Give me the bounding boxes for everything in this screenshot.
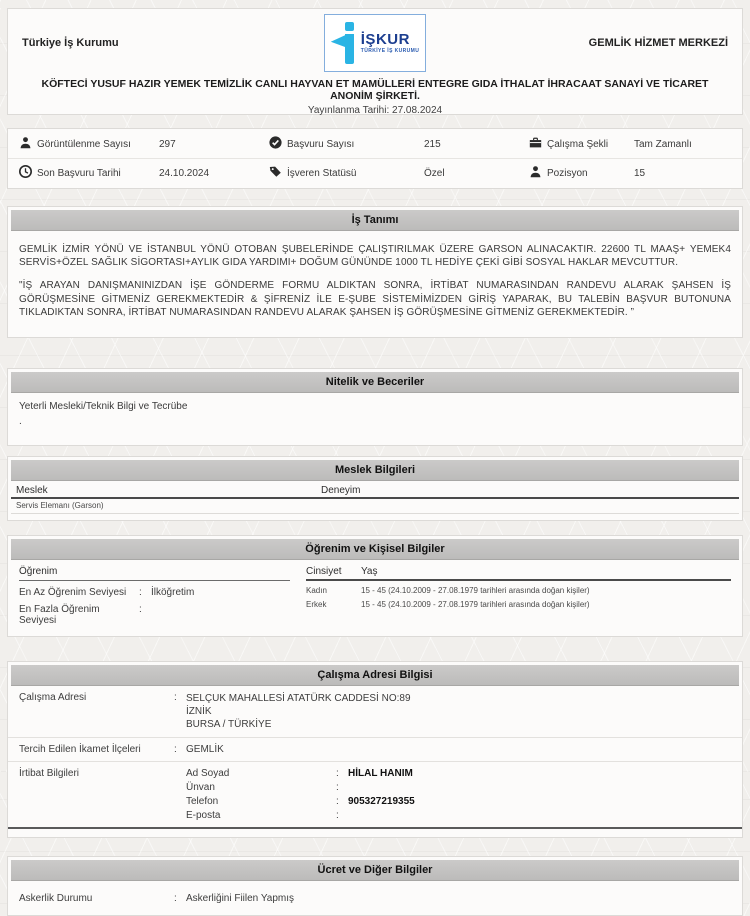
education-left-column: [19, 566, 306, 626]
contact-email-value: [348, 810, 731, 821]
occupation-table: [11, 483, 739, 514]
summary-label-worktype: Çalışma Şekli: [529, 136, 634, 152]
work-address-row: [8, 686, 742, 738]
qualifications-section: [7, 368, 743, 446]
gender-cell: Kadın: [306, 585, 327, 595]
job-description-body: [8, 231, 742, 337]
qualifications-body: [8, 393, 742, 437]
table-row: [11, 499, 739, 514]
contact-info-fields: [186, 768, 731, 821]
occupation-table-header: [11, 483, 739, 499]
contact-email-label: E-posta: [186, 809, 221, 821]
experience-cell: [321, 501, 734, 510]
person-icon: [529, 165, 542, 181]
colon: :: [336, 767, 339, 779]
logo-subtitle: TÜRKİYE İŞ KURUMU: [360, 48, 420, 54]
company-title: KÖFTECİ YUSUF HAZIR YEMEK TEMİZLİK CANLI HAYVAN ET MAMÜLLERİ ENTEGRE GIDA İTHALAT İHRACAAT SANAYİ VE TİCARET ANONİM ŞİRKETİ.: [41, 78, 709, 102]
contact-phone-label: Telefon: [186, 795, 219, 807]
section-title-job-description: İş Tanımı: [11, 210, 739, 231]
military-status-label: Askerlik Durumu: [19, 892, 93, 904]
colon: :: [336, 809, 339, 821]
qualification-line: .: [19, 415, 22, 427]
education-min-label: En Az Öğrenim Seviyesi: [19, 586, 127, 598]
colon: :: [139, 603, 142, 615]
section-title-occupation: Meslek Bilgileri: [11, 460, 739, 481]
summary-label-applications: Başvuru Sayısı: [269, 136, 424, 152]
preferred-districts-value: GEMLİK: [186, 743, 224, 755]
education-min-value: İlköğretim: [151, 586, 195, 598]
wage-section: [7, 856, 743, 916]
tag-icon: [269, 165, 282, 181]
job-description-paragraph: GEMLİK İZMİR YÖNÜ VE İSTANBUL YÖNÜ OTOBAN ŞUBELERİNDE ÇALIŞTIRILMAK ÜZERE GARSON ALINACAKTIR. 22600 TL MAAŞ+ YEMEK4 SERVİS+ÖZEL SAĞLIK SİGORTASI+AYLIK GIDA YARDIMI+ DOĞUM GÜNÜNDE 1000 TL HEDİYE ÇEKİ GİBİ SOSYAL HAKLAR MEVCUTTUR.: [19, 244, 731, 269]
table-row: [306, 581, 731, 595]
colon: :: [174, 691, 177, 703]
job-description-paragraph: "İŞ ARAYAN DANIŞMANINIZDAN İŞE GÖNDERME FORMU ALDIKTAN SONRA, İRTİBAT NUMARASINDAN RANDEVU ALARAK ŞAHSEN İŞ GÖRÜŞMESİNE GİTMENİZ GEREKMEKTEDİR & ŞİFRENİZ İLE E-ŞUBE SİSTEMİMİZDEN GİRİŞ YAPARAK, BU TALEBİN BAŞVUR BUTONUNA TIKLADIKTAN SONRA, İRTİBAT NUMARASINDAN RANDEVU ALARAK ŞAHSEN İŞ GÖRÜŞMESİNE GİTMENİZ GEREKMEKTEDİR. ”: [19, 280, 731, 318]
iskur-logo-icon: [331, 22, 355, 64]
summary-label-views: Görüntülenme Sayısı: [19, 136, 159, 152]
iskur-logo: [324, 14, 426, 72]
summary-value-deadline: 24.10.2024: [159, 167, 210, 179]
section-title-education: Öğrenim ve Kişisel Bilgiler: [11, 539, 739, 560]
education-row: [19, 598, 306, 626]
section-title-address: Çalışma Adresi Bilgisi: [11, 665, 739, 686]
section-title-qualifications: Nitelik ve Beceriler: [11, 372, 739, 393]
summary-value-positions: 15: [634, 167, 646, 179]
person-icon: [19, 136, 32, 152]
colon: :: [174, 892, 177, 904]
education-max-value: [151, 604, 306, 626]
summary-label-employer-status: İşveren Statüsü: [269, 165, 424, 181]
education-column-header: Öğrenim: [19, 566, 290, 581]
header-row: [8, 12, 742, 74]
publish-date: Yayınlanma Tarihi: 27.08.2024: [307, 105, 443, 116]
column-header-occupation: Meslek: [16, 484, 48, 496]
column-header-age: Yaş: [361, 565, 378, 577]
military-status-row: [8, 881, 742, 910]
summary-value-applications: 215: [424, 138, 441, 150]
contact-phone-value: 905327219355: [348, 795, 415, 807]
contact-name-value: HİLAL HANIM: [348, 767, 413, 779]
page-header: [7, 8, 743, 115]
occupation-cell: Servis Elemanı (Garson): [16, 500, 104, 510]
colon: :: [174, 743, 177, 755]
education-section: [7, 535, 743, 637]
work-address-label: Çalışma Adresi: [19, 691, 87, 703]
occupation-section: [7, 456, 743, 521]
age-cell: 15 - 45 (24.10.2009 - 27.08.1979 tarihleri arasında doğan kişiler): [361, 585, 590, 595]
contact-name-label: Ad Soyad: [186, 767, 230, 779]
check-circle-icon: [269, 136, 282, 152]
preferred-districts-label: Tercih Edilen İkamet İlçeleri: [19, 743, 141, 755]
table-row: [306, 595, 731, 609]
address-section: [7, 661, 743, 838]
age-cell: 15 - 45 (24.10.2009 - 27.08.1979 tarihleri arasında doğan kişiler): [361, 599, 590, 609]
military-status-value: Askerliğini Fiilen Yapmış: [186, 892, 295, 904]
gender-age-table-header: [306, 566, 731, 581]
contact-info-row: [8, 762, 742, 829]
education-body: [8, 560, 742, 626]
contact-title-value: [348, 782, 731, 793]
colon: :: [336, 781, 339, 793]
address-table: [8, 686, 742, 829]
summary-label-positions: Pozisyon: [529, 165, 634, 181]
column-header-gender: Cinsiyet: [306, 565, 342, 577]
agency-name: Türkiye İş Kurumu: [22, 37, 119, 49]
contact-title-label: Ünvan: [186, 781, 215, 793]
column-header-experience: Deneyim: [321, 484, 361, 496]
clock-icon: [19, 165, 32, 181]
qualification-line: Yeterli Mesleki/Teknik Bilgi ve Tecrübe: [19, 400, 188, 412]
briefcase-icon: [529, 136, 542, 152]
colon: :: [139, 586, 142, 598]
summary-label-deadline: Son Başvuru Tarihi: [19, 165, 159, 181]
logo-wordmark: İŞKUR: [360, 31, 410, 48]
work-address-value: SELÇUK MAHALLESİ ATATÜRK CADDESİ NO:89 İZNİK BURSA / TÜRKİYE: [186, 692, 411, 730]
preferred-districts-row: [8, 738, 742, 762]
education-max-label: En Fazla Öğrenim Seviyesi: [19, 603, 100, 626]
summary-value-views: 297: [159, 138, 176, 150]
gender-age-column: [306, 566, 731, 626]
job-description-section: [7, 206, 743, 338]
education-row: [19, 581, 306, 598]
colon: :: [336, 795, 339, 807]
summary-value-worktype: Tam Zamanlı: [634, 138, 692, 150]
contact-info-label: İrtibat Bilgileri: [19, 767, 80, 779]
summary-value-employer-status: Özel: [424, 167, 445, 179]
iskur-logo-text: [361, 32, 419, 54]
service-center-name: GEMLİK HİZMET MERKEZİ: [588, 37, 728, 49]
summary-row: [8, 158, 742, 187]
gender-cell: Erkek: [306, 599, 327, 609]
summary-row: [8, 130, 742, 158]
section-title-wage: Ücret ve Diğer Bilgiler: [11, 860, 739, 881]
summary-table: [7, 128, 743, 189]
